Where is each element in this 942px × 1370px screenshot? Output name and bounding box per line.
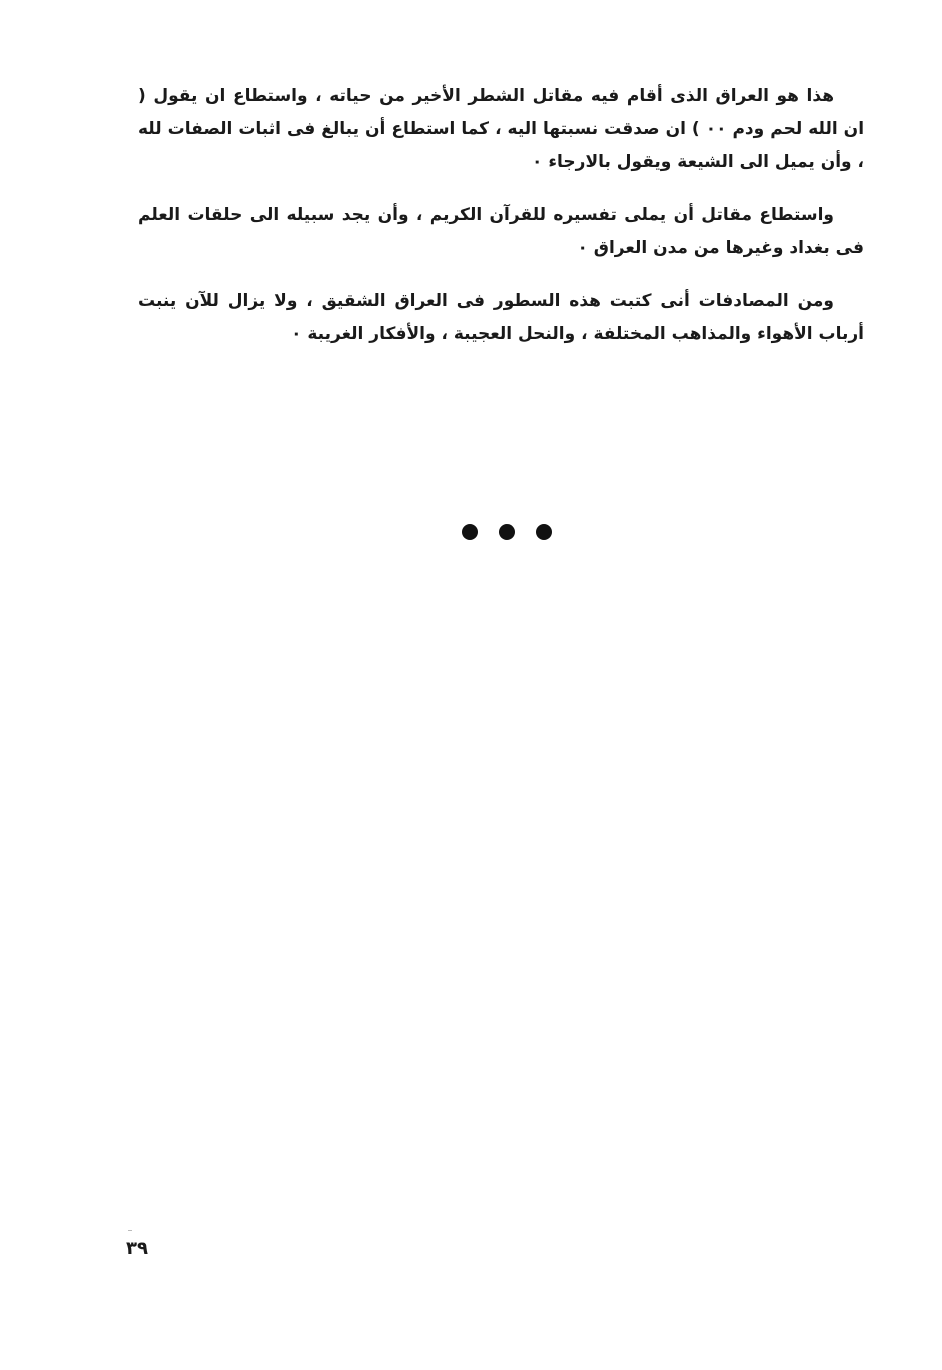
paragraph-2-line-1: واستطاع مقاتل أن يملى تفسيره للقرآن الكريم ، وأن يجد سبيله الى حلقات العلم <box>138 205 834 225</box>
paragraph-3-line-2: أرباب الأهواء والمذاهب المختلفة ، والنحل العجيبة ، والأفكار الغريبة ٠ <box>291 324 864 344</box>
body-text <box>138 80 864 371</box>
paragraph-1-line-3: الصفات لله ، وأن يميل الى الشيعة ويقول بالارجاء ٠ <box>138 119 864 172</box>
paragraph-2 <box>138 199 864 265</box>
paragraph-1 <box>138 80 864 179</box>
margin-mark <box>128 1230 132 1231</box>
paragraph-2-line-2: فى بغداد وغيرها من مدن العراق ٠ <box>577 238 864 258</box>
paragraph-3-line-1: ومن المصادفات أنى كتبت هذه السطور فى العراق الشقيق ، ولا يزال للآن ينبت <box>138 291 834 311</box>
separator-dot <box>499 524 515 540</box>
paragraph-1-line-1: هذا هو العراق الذى أقام فيه مقاتل الشطر الأخير من حياته ، واستطاع ان <box>205 86 834 106</box>
separator-dot <box>536 524 552 540</box>
page-number: ٣٩ <box>126 1238 148 1259</box>
separator-dot <box>462 524 478 540</box>
paragraph-3 <box>138 285 864 351</box>
section-separator <box>462 522 552 542</box>
paragraph-1-line-2: يقول ( ان الله لحم ودم ٠٠ ) ان صدقت نسبتها اليه ، كما استطاع أن يبالغ فى اثبات <box>138 86 865 139</box>
